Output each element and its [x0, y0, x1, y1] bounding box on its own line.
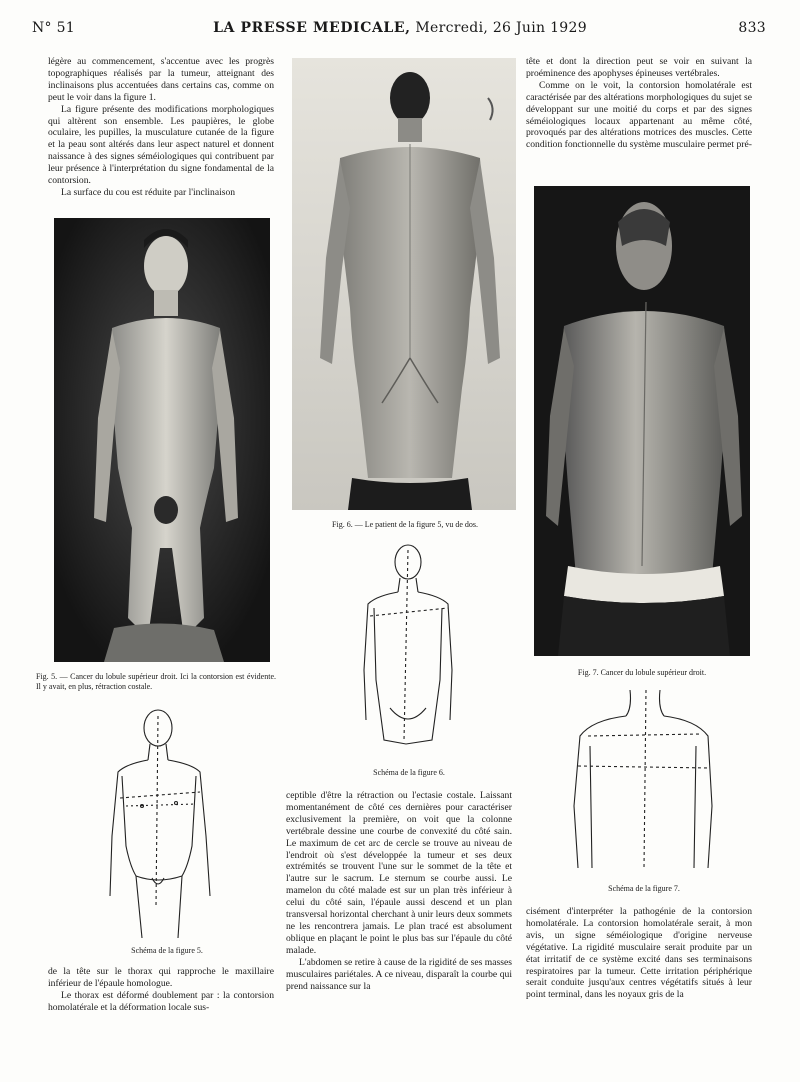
paragraph: La surface du cou est réduite par l'inclinaison — [61, 186, 236, 198]
figure-7-caption: Fig. 7. Cancer du lobule supérieur droit. — [577, 668, 707, 677]
schema-6-caption: Schéma de la figure 6. — [373, 768, 445, 777]
figure-6-caption: Fig. 6. — Le patient de la figure 5, vu de dos. — [332, 520, 478, 529]
paragraph: cisément d'interpréter la pathogénie de la contorsion homolatérale. La contorsion homolatérale serait, à mon avis, un signe séméiologique d'origine nerveuse végétative. La rigidité musculaire serait produite par un état irritatif de ce système excité dans ses terminaisons respiratoires par la tumeur. Cette irritation périphérique serait conduite jusqu'aux centres végétatifs situés à leur point terminal, dans les noyaux gris de la — [526, 906, 752, 1001]
col3-bottom-text — [526, 906, 752, 1001]
col2-bottom-text — [286, 790, 512, 992]
journal-title: LA PRESSE MEDICALE, — [213, 20, 411, 36]
body-schema-upper-back — [568, 686, 718, 870]
paragraph: L'abdomen se retire à cause de la rigidité de ses masses musculaires pariétales. A ce niveau, disparaît la courbe qui prend naissance sur la — [286, 956, 512, 992]
journal-header — [0, 20, 800, 36]
page-number: 833 — [738, 20, 766, 36]
paragraph: de la tête sur le thorax qui rapproche le maxillaire inférieur de l'épaule homologue. — [48, 966, 274, 989]
col1-top-text — [48, 56, 274, 199]
patient-back-photo-2 — [534, 186, 750, 656]
body-schema-front — [96, 706, 226, 940]
paragraph: La figure présente des modifications morphologiques qui altèrent son ensemble. Les paupières, le globe oculaire, les pupilles, la musculature cutanée de la figure et la peau sont altérés dans leur aspect naturel et donnent naissance à des signes séméiologiques qui contribuent par leur présence à l'interprétation du signe fondamental de la contorsion. — [48, 103, 274, 187]
figure-5-photo — [54, 218, 270, 662]
patient-front-photo — [54, 218, 270, 662]
issue-number: N° 51 — [32, 20, 76, 36]
schema-5-caption: Schéma de la figure 5. — [131, 946, 203, 955]
figure-7-photo — [534, 186, 750, 656]
issue-date: Mercredi, 26 Juin 1929 — [415, 20, 587, 36]
paragraph: Comme on le voit, la contorsion homolatérale est caractérisée par des altérations morphologiques du sujet se développant sur une moitié du corps et par des signes séméiologiques locaux appartenant au même côté, provoqués par des altérations motrices des muscles. Cette condition fonctionnelle du système musculaire permet pré- — [526, 79, 752, 151]
figure-5-caption: Fig. 5. — Cancer du lobule supérieur droit. Ici la contorsion est évidente. Il y avait, en plus, rétraction costale. — [36, 672, 276, 691]
figure-6-photo — [292, 58, 516, 510]
paragraph: ceptible d'être la rétraction ou l'ectasie costale. Laissant momentanément de côté ces dernières pour caractériser exclusivement la première, on voit que la colonne vertébrale dessine une courbe de convexité du côté sain. Le maximum de cet arc de cercle se trouve au niveau de l'endroit où s'est développée la tumeur et ses deux extrémités se trouvent l'une sur le sommet de la tête et l'autre sur le sacrum. Le sternum se courbe aussi. Le mamelon du côté malade est sur un plan très inférieur à celui du côté sain, l'épaule aussi descend et un plan transversal horizontal cherchant à unir leurs deux sommets ne les rencontrera jamais. Le plan tracé est absolument oblique en plaçant le point le plus bas sur l'épaule du côté malade. — [286, 790, 512, 956]
paragraph: tête et dont la direction peut se voir en suivant la proéminence des apophyses épineuses vertébrales. — [526, 56, 752, 79]
paragraph: Le thorax est déformé doublement par : la contorsion homolatérale et la déformation locale sus- — [48, 989, 274, 1013]
patient-back-photo — [292, 58, 516, 510]
schema-7-caption: Schéma de la figure 7. — [608, 884, 680, 893]
body-schema-back — [354, 540, 464, 758]
schema-5-drawing — [96, 706, 226, 940]
col1-bottom-text — [48, 966, 274, 1014]
col3-top-text — [526, 56, 752, 151]
schema-7-drawing — [568, 686, 718, 870]
schema-6-drawing — [354, 540, 464, 758]
paragraph: légère au commencement, s'accentue avec les progrès topographiques réalisés par la tumeur, atteignant des inclinaisons plus accentuées dans certains cas, comme on peut le voir dans la figure 1. — [48, 56, 274, 103]
